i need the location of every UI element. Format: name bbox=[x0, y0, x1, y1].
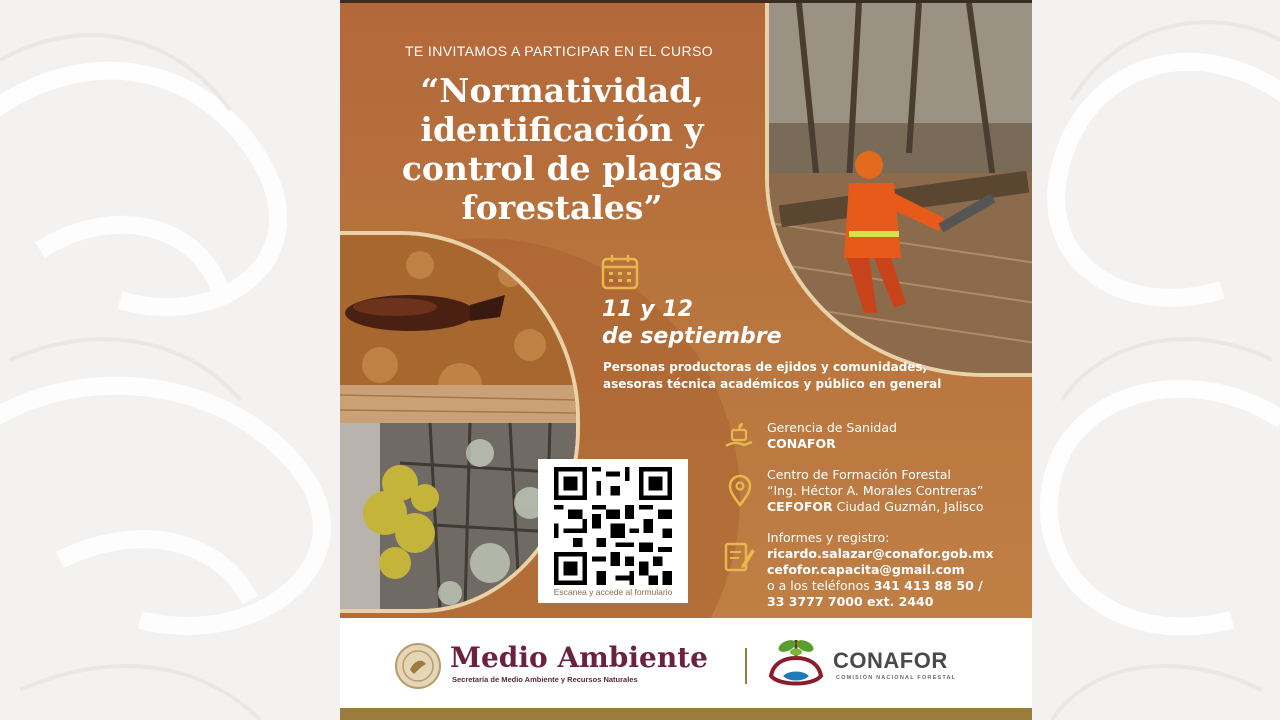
conafor-subtitle: COMISIÓN NACIONAL FORESTAL bbox=[836, 675, 957, 681]
clipboard-pen-icon bbox=[722, 539, 756, 573]
target-audience: Personas productoras de ejidos y comunidades, asesoras técnica académicos y público en general bbox=[603, 360, 942, 391]
course-title: “Normatividad, identificación y control de plagas forestales” bbox=[401, 71, 723, 227]
conafor-title: CONAFOR bbox=[833, 648, 948, 673]
contact-phone-2[interactable]: 33 3777 7000 ext. 2440 bbox=[767, 594, 934, 609]
course-poster bbox=[340, 0, 1032, 720]
location-info bbox=[767, 467, 1032, 515]
mexico-seal-icon bbox=[394, 642, 442, 690]
poster-footer bbox=[340, 618, 1032, 708]
location-city: Ciudad Guzmán, Jalisco bbox=[832, 499, 984, 514]
background-pattern-left bbox=[0, 0, 340, 720]
conafor-logo-icon bbox=[763, 636, 829, 692]
calendar-icon bbox=[601, 254, 639, 290]
contact-info bbox=[767, 530, 1029, 610]
seedling-hand-icon bbox=[722, 420, 756, 454]
organizer-info bbox=[767, 420, 1017, 452]
contact-email-1[interactable]: ricardo.salazar@conafor.gob.mx bbox=[767, 546, 994, 561]
qr-code-image bbox=[550, 467, 676, 585]
organizer-name: CONAFOR bbox=[767, 436, 836, 451]
organizer-label: Gerencia de Sanidad bbox=[767, 420, 897, 435]
map-pin-icon bbox=[723, 474, 757, 508]
invite-heading: TE INVITAMOS A PARTICIPAR EN EL CURSO bbox=[404, 43, 714, 59]
date-month: de septiembre bbox=[602, 324, 782, 349]
contact-email-2[interactable]: cefofor.capacita@gmail.com bbox=[767, 562, 965, 577]
qr-caption: Escanea y accede al formulario bbox=[553, 587, 673, 597]
contact-phone-prefix: o a los teléfonos bbox=[767, 578, 874, 593]
location-line3 bbox=[767, 499, 1032, 515]
location-line1: Centro de Formación Forestal bbox=[767, 467, 951, 482]
location-line2: “Ing. Héctor A. Morales Contreras” bbox=[767, 483, 984, 498]
registration-qr-code[interactable] bbox=[538, 459, 688, 603]
location-cefofor: CEFOFOR bbox=[767, 499, 833, 514]
date-days: 11 y 12 bbox=[602, 297, 693, 322]
course-dates bbox=[602, 296, 862, 350]
poster-body bbox=[340, 3, 1032, 618]
background-pattern-right bbox=[1032, 0, 1280, 720]
footer-divider bbox=[745, 648, 747, 684]
agency-subtitle: Secretaría de Medio Ambiente y Recursos Naturales bbox=[452, 675, 638, 684]
contact-label: Informes y registro: bbox=[767, 530, 890, 545]
contact-phone-line bbox=[767, 578, 1029, 594]
contact-phone-1[interactable]: 341 413 88 50 / bbox=[873, 578, 983, 593]
agency-title: Medio Ambiente bbox=[450, 641, 708, 674]
footer-bar bbox=[340, 708, 1032, 720]
